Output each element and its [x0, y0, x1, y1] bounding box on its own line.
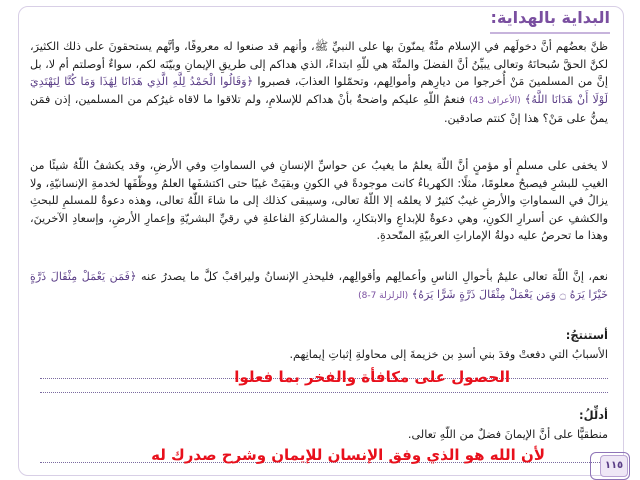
argue-heading: أدلِّلُ: — [578, 408, 608, 422]
paragraph-1-text: ظنَّ بعضُهم أنَّ دخولَهم في الإسلام منَّةٌ يمنّونَ بها على النبيِّ ﷺ، وأنهم قد صنعوا له معروفًا، وأنَّهم يستحقونَ على ذلك الكثيرَ، لكنَّ الحقَّ سُبحانَهُ وتعالى يبيِّنُ أنَّ الفضلَ والمنَّةَ هي للّهِ ابتداءً، الذي هداكم إلى طريقِ الإيمانِ وبيّنَه لكم، سواءٌ أوصلتم أم لا، بل إنَّ من المسلمينَ مَنْ أُخرجوا من ديارِهم وأموالِهم، وتحمّلوا العذابَ، فصبروا — [30, 40, 608, 88]
quran-verse-2: ﴿فَمَن يَعْمَلْ مِثْقَالَ ذَرَّةٍ خَيْرًا يَرَهُ ۝ وَمَن يَعْمَلْ مِثْقَالَ ذَرَّةٍ شَرًّا يَرَهُ﴾ — [30, 270, 608, 301]
section-title: البداية بالهداية: — [490, 8, 610, 27]
title-underline — [490, 32, 610, 34]
paragraph-1-end: فنعمُ اللّهِ عليكم واضحةٌ بأنْ هداكم للإسلامِ، ولم تلاقوا ما لاقاه غيرُكم من المسلمين، إذن فمَن يمنُّ على مَنْ؟ هذا إنْ كنتم صادقين. — [30, 92, 608, 125]
quran-verse-1: ﴿وَقَالُوا الْحَمْدُ لِلَّهِ الَّذِي هَدَانَا لِهَٰذَا وَمَا كُنَّا لِنَهْتَدِيَ لَوْلَا أَنْ هَدَانَا اللَّهُ﴾ — [30, 75, 609, 106]
argue-answer: لأن الله هو الذي وفق الإنسان للإيمان وشرح صدرك له — [151, 446, 545, 464]
infer-heading: أستنتجُ: — [565, 328, 608, 342]
paragraph-2: لا يخفى على مسلمٍ أو مؤمنٍ أنَّ اللّهَ يعلمُ ما يغيبُ عن حواسِّ الإنسانِ في السماواتِ وفي الأرضِ، وقد يكشفُ اللّهُ شيئًا من الغيبِ للبشرِ فيصبحُ معلومًا، مثلًا: الكهرباءُ كانت موجودةً في الكونِ وبقيَتْ غيبًا حتى اكتشفَها العلمُ ووظّفَها لخدمةِ الإنسانيّةِ، ولا يزالُ في السماواتِ والأرضِ غيبٌ كثيرٌ لا يعلمُه إلا اللّهُ تعالى، وسيبقى كذلك إلى ما شاءَ اللّهُ تعالى، وهذه دعوةٌ للمسلمِ للبحثِ والكشفِ عن أسرارِ الكونِ، وهي دعوةٌ للإبداعِ والابتكارِ، والمشاركةِ الفاعلةِ في رقيِّ البشريّةِ وإعمارِ الأرضِ، وإسعادِ الآخرينَ، وهذا ما تحرصُ عليه دولةُ الإماراتِ العربيّةِ المتّحدةِ. — [30, 159, 608, 242]
quran-ref-1: (الأعراف 43) — [469, 95, 521, 106]
answer-line-2[interactable] — [40, 392, 608, 393]
infer-answer: الحصول على مكافأة والفخر بما فعلوا — [234, 368, 510, 386]
argue-question: منطقيًّا على أنَّ الإيمانَ فضلٌ من اللّهِ تعالى. — [407, 428, 608, 441]
paragraph-3-text: نعم، إنَّ اللّهَ تعالى عليمٌ بأحوالِ الناسِ وأعمالِهم وأقوالِهم، فليحذرِ الإنسانُ وليراقبْ كلَّ ما يصدرُ عنه — [141, 270, 608, 283]
paragraph-3 — [30, 268, 608, 305]
quran-ref-2: (الزلزلة 7-8) — [358, 290, 409, 301]
infer-question: الأسبابُ التي دفعتْ وفدَ بني أسدِ بن خزيمةَ إلى محاولةِ إثباتِ إيمانِهم. — [289, 348, 608, 361]
paragraph-1 — [30, 38, 608, 128]
page-number: ١١٥ — [600, 455, 628, 477]
